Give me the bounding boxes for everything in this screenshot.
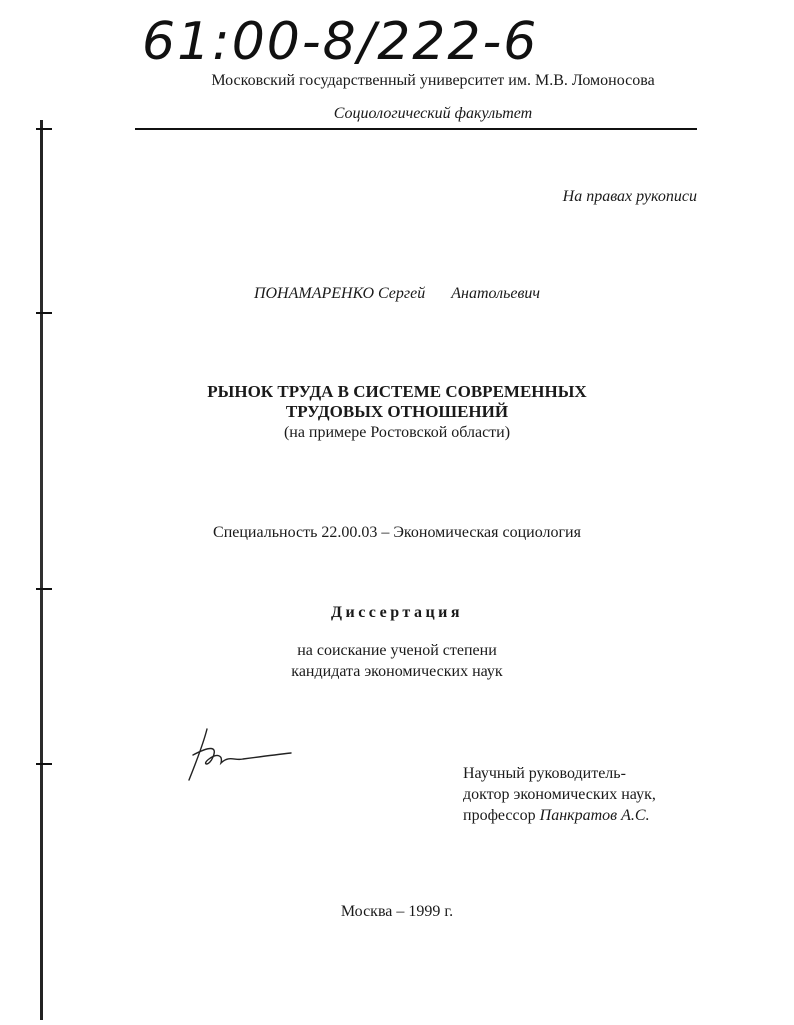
supervisor-name: Панкратов А.С. [539, 807, 650, 824]
work-type: Диссертация [330, 604, 464, 621]
scan-edge-mark [36, 763, 52, 765]
degree-line2: кандидата экономических наук [291, 663, 503, 680]
scan-edge-mark [36, 312, 52, 314]
thesis-title-line1: РЫНОК ТРУДА В СИСТЕМЕ СОВРЕМЕННЫХ [207, 382, 587, 401]
author-surname-name: ПОНАМАРЕНКО Сергей [253, 285, 426, 302]
archive-number: 61:00-8/222-6 [142, 12, 539, 72]
specialty: Специальность 22.00.03 – Экономическая социология [213, 524, 581, 541]
university-name: Московский государственный университет им. М.В. Ломоносова [211, 72, 655, 89]
scan-edge-mark [36, 128, 52, 130]
supervisor-role: Научный руководитель- [463, 765, 626, 782]
author-patronymic: Анатольевич [451, 285, 541, 302]
supervisor-line [463, 805, 656, 826]
header-rule [135, 128, 697, 130]
supervisor-block [463, 763, 656, 826]
scan-binding-edge [40, 120, 43, 1020]
rights-note: На правах рукописи [562, 188, 697, 205]
supervisor-title: профессор [463, 807, 536, 824]
signature [183, 725, 293, 785]
degree-line1: на соискание ученой степени [297, 642, 497, 659]
faculty-name: Социологический факультет [333, 105, 533, 122]
thesis-subtitle: (на примере Ростовской области) [283, 424, 511, 441]
supervisor-degree: доктор экономических наук, [463, 786, 656, 803]
place-year: Москва – 1999 г. [340, 903, 454, 920]
thesis-title-line2: ТРУДОВЫХ ОТНОШЕНИЙ [285, 402, 509, 421]
scan-edge-mark [36, 588, 52, 590]
author-name [0, 285, 794, 303]
